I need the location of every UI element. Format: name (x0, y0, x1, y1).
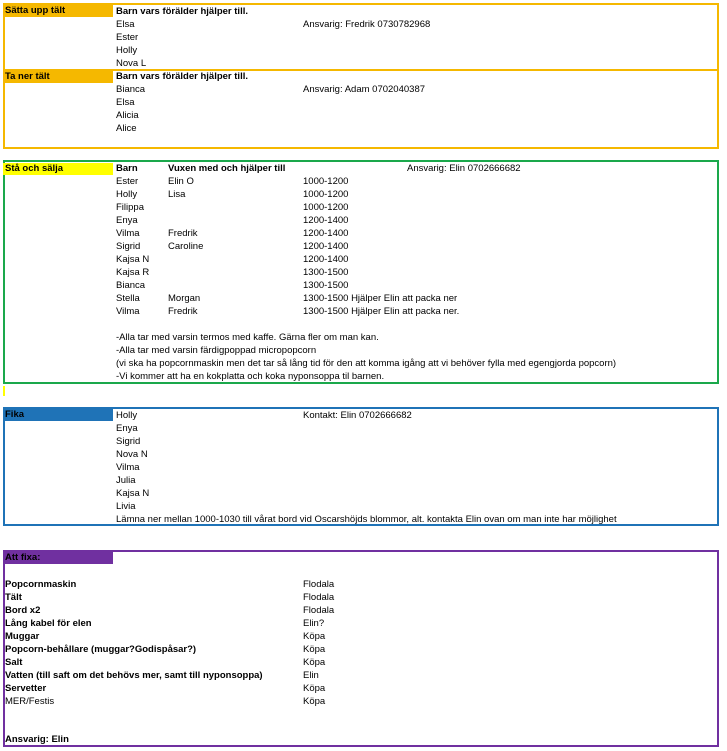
section-selling-title: Stå och sälja (3, 163, 113, 175)
section-tent-setup-responsible: Ansvarig: Fredrik 0730782968 (303, 19, 431, 30)
cell-child: Kajsa R (116, 267, 150, 278)
list-item: Sigrid (116, 436, 141, 447)
cell-child: Enya (116, 215, 138, 226)
todo-source: Flodala (303, 579, 335, 590)
cell-child: Ester (116, 176, 139, 187)
column-header-adult: Vuxen med och hjälper till (168, 163, 286, 174)
section-tent-takedown-title: Ta ner tält (3, 71, 113, 83)
section-tent-setup-title: Sätta upp tält (3, 5, 113, 17)
list-item: Nova N (116, 449, 148, 460)
section-selling-frame (3, 160, 719, 384)
list-item: Livia (116, 501, 136, 512)
cell-adult: Fredrik (168, 306, 198, 317)
column-header-child: Barn (116, 163, 138, 174)
list-item: Julia (116, 475, 136, 486)
list-item: Nova L (116, 58, 147, 69)
list-item: Kajsa N (116, 488, 150, 499)
todo-item: Vatten (till saft om det behövs mer, samt till nyponsoppa) (5, 670, 263, 681)
todo-item: Lång kabel för elen (5, 618, 92, 629)
list-item: Holly (116, 410, 138, 421)
cell-adult: Elin O (168, 176, 194, 187)
section-todo-responsible: Ansvarig: Elin (5, 734, 69, 745)
cell-child: Bianca (116, 280, 146, 291)
section-fika-note: Lämna ner mellan 1000-1030 till vårat bord vid Oscarshöjds blommor, alt. kontakta Elin ovan om man inte har möjlighet (116, 514, 617, 525)
section-fika-contact: Kontakt: Elin 0702666682 (303, 410, 412, 421)
note-line: -Alla tar med varsin termos med kaffe. Gärna fler om man kan. (116, 332, 379, 343)
todo-source: Köpa (303, 644, 326, 655)
section-tent-setup-header: Barn vars förälder hjälper till. (116, 6, 248, 17)
todo-item: Muggar (5, 631, 40, 642)
todo-item: MER/Festis (5, 696, 55, 707)
list-item: Enya (116, 423, 138, 434)
list-item: Bianca (116, 84, 146, 95)
todo-item: Popcorn-behållare (muggar?Godispåsar?) (5, 644, 197, 655)
cell-adult: Fredrik (168, 228, 198, 239)
list-item: Holly (116, 45, 138, 56)
cell-child: Filippa (116, 202, 144, 213)
cell-time: 1000-1200 (303, 176, 349, 187)
todo-source: Köpa (303, 657, 326, 668)
todo-item: Servetter (5, 683, 47, 694)
cell-adult: Morgan (168, 293, 201, 304)
cell-time: 1300-1500 Hjälper Elin att packa ner (303, 293, 458, 304)
list-item: Elsa (116, 19, 135, 30)
cell-time: 1300-1500 (303, 267, 349, 278)
cell-child: Vilma (116, 228, 140, 239)
cell-time: 1000-1200 (303, 189, 349, 200)
cell-time: 1200-1400 (303, 241, 349, 252)
cell-adult: Caroline (168, 241, 204, 252)
todo-source: Elin? (303, 618, 325, 629)
section-tent-takedown-header: Barn vars förälder hjälper till. (116, 71, 248, 82)
note-line: -Vi kommer att ha en kokplatta och koka nyponsoppa til barnen. (116, 371, 385, 382)
cell-child: Kajsa N (116, 254, 150, 265)
cell-child: Stella (116, 293, 140, 304)
todo-source: Köpa (303, 696, 326, 707)
note-line: -Alla tar med varsin färdigpoppad micropopcorn (116, 345, 317, 356)
cell-marker (3, 386, 5, 396)
list-item: Vilma (116, 462, 140, 473)
cell-time: 1300-1500 (303, 280, 349, 291)
todo-item: Bord x2 (5, 605, 41, 616)
list-item: Ester (116, 32, 139, 43)
todo-source: Elin (303, 670, 319, 681)
section-todo-title: Att fixa: (3, 552, 113, 564)
todo-source: Köpa (303, 683, 326, 694)
list-item: Alicia (116, 110, 139, 121)
section-fika-title: Fika (3, 409, 113, 421)
cell-time: 1300-1500 Hjälper Elin att packa ner. (303, 306, 460, 317)
section-tent-takedown-responsible: Ansvarig: Adam 0702040387 (303, 84, 426, 95)
todo-source: Flodala (303, 592, 335, 603)
todo-item: Salt (5, 657, 23, 668)
list-item: Elsa (116, 97, 135, 108)
cell-child: Sigrid (116, 241, 141, 252)
cell-time: 1200-1400 (303, 228, 349, 239)
todo-source: Flodala (303, 605, 335, 616)
cell-time: 1200-1400 (303, 254, 349, 265)
cell-adult: Lisa (168, 189, 186, 200)
todo-source: Köpa (303, 631, 326, 642)
todo-item: Popcornmaskin (5, 579, 77, 590)
cell-child: Vilma (116, 306, 140, 317)
section-fika-frame (3, 407, 719, 526)
list-item: Alice (116, 123, 137, 134)
cell-child: Holly (116, 189, 138, 200)
section-selling-responsible: Ansvarig: Elin 0702666682 (407, 163, 521, 174)
note-line: (vi ska ha popcornmaskin men det tar så lång tid för den att komma igång att vi behöver fylla med egengjorda popcorn) (116, 358, 617, 369)
todo-item: Tält (5, 592, 22, 603)
cell-time: 1200-1400 (303, 215, 349, 226)
cell-time: 1000-1200 (303, 202, 349, 213)
